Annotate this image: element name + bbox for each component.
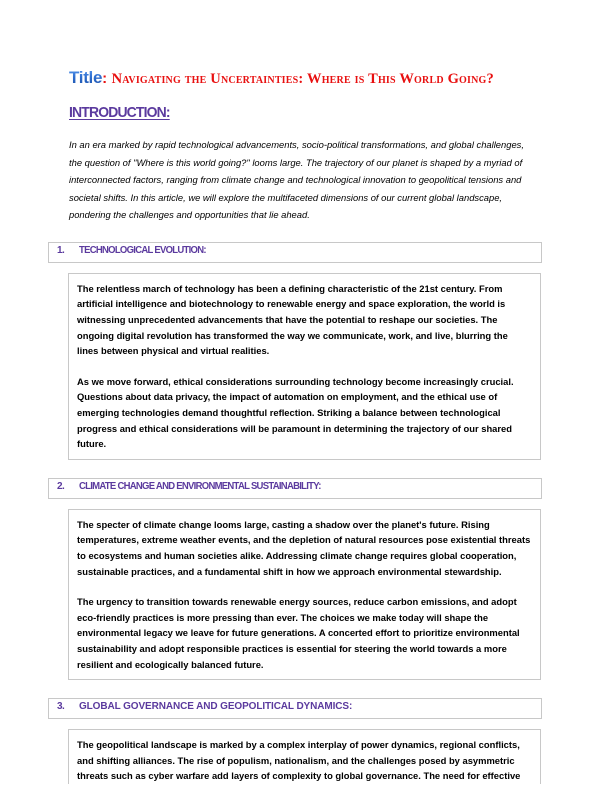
section-body-box-1 bbox=[68, 273, 541, 460]
introduction-heading-wrap bbox=[48, 88, 542, 122]
title-label: Title bbox=[69, 68, 103, 87]
section-heading-box-3 bbox=[48, 698, 542, 719]
section-heading-3 bbox=[57, 701, 352, 712]
section-heading-box-2 bbox=[48, 478, 542, 499]
section-paragraph: The specter of climate change looms large, casting a shadow over the planet's future. Rising temperatures, extreme weather events, and the depletion of natural resources pose existential threats to ecosystems and human societies alike. Addressing climate change requires global cooperation, sustainable practices, and a fundamental shift in how we approach environmental stewardship. bbox=[77, 518, 531, 577]
section-title-3-colon: : bbox=[348, 701, 353, 713]
title-separator: : bbox=[102, 70, 108, 87]
section-heading-1 bbox=[57, 245, 212, 256]
title-text: Navigating the Uncertainties: Where is This World Going? bbox=[111, 71, 494, 87]
section-heading-2 bbox=[57, 481, 333, 492]
section-number-2: 2. bbox=[57, 480, 65, 492]
section-title-1: TECHNOLOGICAL EVOLUTION: bbox=[79, 244, 206, 256]
section-number-1: 1. bbox=[57, 244, 65, 256]
section-title-3: GLOBAL GOVERNANCE AND GEOPOLITICAL DYNAMICS bbox=[79, 701, 349, 713]
section-number-3: 3. bbox=[57, 701, 65, 713]
document-title bbox=[69, 68, 542, 88]
section-paragraph: The urgency to transition towards renewable energy sources, reduce carbon emissions, and adopt eco-friendly practices is more pressing than ever. The choices we make today will shape the environmental legacy we leave for future generations. A concerted effort to prioritize environmental sustainability and adopt responsible practices is essential for steering the world towards a more resilient and ecologically balanced future. bbox=[77, 596, 520, 670]
introduction-paragraph: In an era marked by rapid technological advancements, socio-political transformations, and global challenges, the question of "Where is this world going?" looms large. The trajectory of our planet is shaped by a myriad of interconnected factors, ranging from climate change and technological innovation to geopolitical tensions and societal shifts. In this article, we will explore the multifaceted dimensions of our current global landscape, pondering the challenges and opportunities that lie ahead. bbox=[69, 139, 524, 221]
section-body-box-3 bbox=[68, 729, 541, 784]
section-paragraph: The relentless march of technology has been a defining characteristic of the 21st century. From artificial intelligence and biotechnology to renewable energy and space exploration, the world is witnessing unprecedented advancements that have the potential to reshape our societies. The ongoing digital revolution has transformed the way we communicate, work, and live, blurring the lines between physical and virtual realities. bbox=[77, 282, 508, 357]
section-body-box-2 bbox=[68, 509, 541, 680]
introduction-heading: INTRODUCTION: bbox=[69, 104, 170, 122]
document-content bbox=[48, 68, 542, 784]
section-paragraph: As we move forward, ethical considerations surrounding technology become increasingly crucial. Questions about data privacy, the impact of automation on employment, and the ethical use of emerging technologies demand thoughtful reflection. Striking a balance between technological progress and ethical considerations will be paramount in determining the trajectory of our shared future. bbox=[77, 375, 514, 450]
section-heading-box-1 bbox=[48, 242, 542, 263]
section-paragraph: The geopolitical landscape is marked by a complex interplay of power dynamics, regional conflicts, and shifting alliances. The rise of populism, nationalism, and the challenges posed by asymmetric threats such as cyber warfare add layers of complexity to global governance. The need for effective bbox=[77, 739, 521, 782]
section-title-2: CLIMATE CHANGE AND ENVIRONMENTAL SUSTAINABILITY: bbox=[79, 480, 321, 492]
